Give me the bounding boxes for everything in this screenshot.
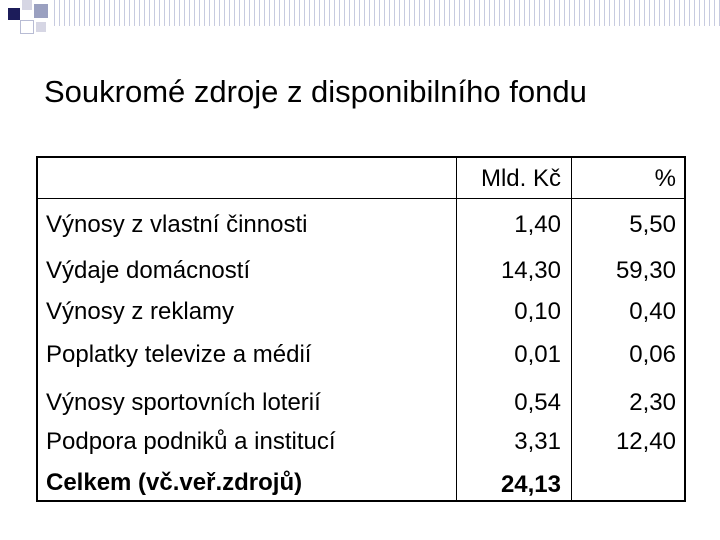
row-label: Poplatky televize a médií (46, 341, 312, 368)
total-bn-czk: 24,13 (500, 471, 561, 498)
data-table (36, 156, 686, 502)
row-label: Výdaje domácností (46, 257, 251, 284)
row-percent: 5,50 (629, 211, 676, 238)
row-percent: 0,40 (629, 298, 676, 325)
page-title: Soukromé zdroje z disponibilního fondu (44, 74, 587, 109)
row-bn-czk: 0,54 (514, 389, 561, 416)
row-label: Podpora podniků a institucí (46, 428, 336, 455)
header-divider (38, 198, 684, 199)
total-label: Celkem (vč.veř.zdrojů) (46, 469, 303, 496)
row-percent: 12,40 (615, 428, 676, 455)
column-divider (456, 158, 457, 500)
row-bn-czk: 1,40 (514, 211, 561, 238)
header-bn-czk: Mld. Kč (480, 165, 561, 192)
decor-square-light (36, 22, 46, 32)
header-percent: % (654, 165, 676, 192)
row-bn-czk: 0,01 (514, 341, 561, 368)
row-bn-czk: 14,30 (500, 257, 561, 284)
row-bn-czk: 3,31 (514, 428, 561, 455)
decor-square-mid (34, 4, 48, 18)
row-label: Výnosy sportovních loterií (46, 389, 321, 416)
decor-square-dark (8, 8, 20, 20)
row-label: Výnosy z reklamy (46, 298, 235, 325)
decor-stripe (54, 0, 720, 26)
row-percent: 59,30 (615, 257, 676, 284)
row-percent: 0,06 (629, 341, 676, 368)
decor-square-light (22, 0, 32, 10)
corner-decoration (0, 0, 720, 40)
row-bn-czk: 0,10 (514, 298, 561, 325)
decor-square-outline (20, 20, 34, 34)
column-divider (571, 158, 572, 500)
row-percent: 2,30 (629, 389, 676, 416)
row-label: Výnosy z vlastní činnosti (46, 211, 308, 238)
